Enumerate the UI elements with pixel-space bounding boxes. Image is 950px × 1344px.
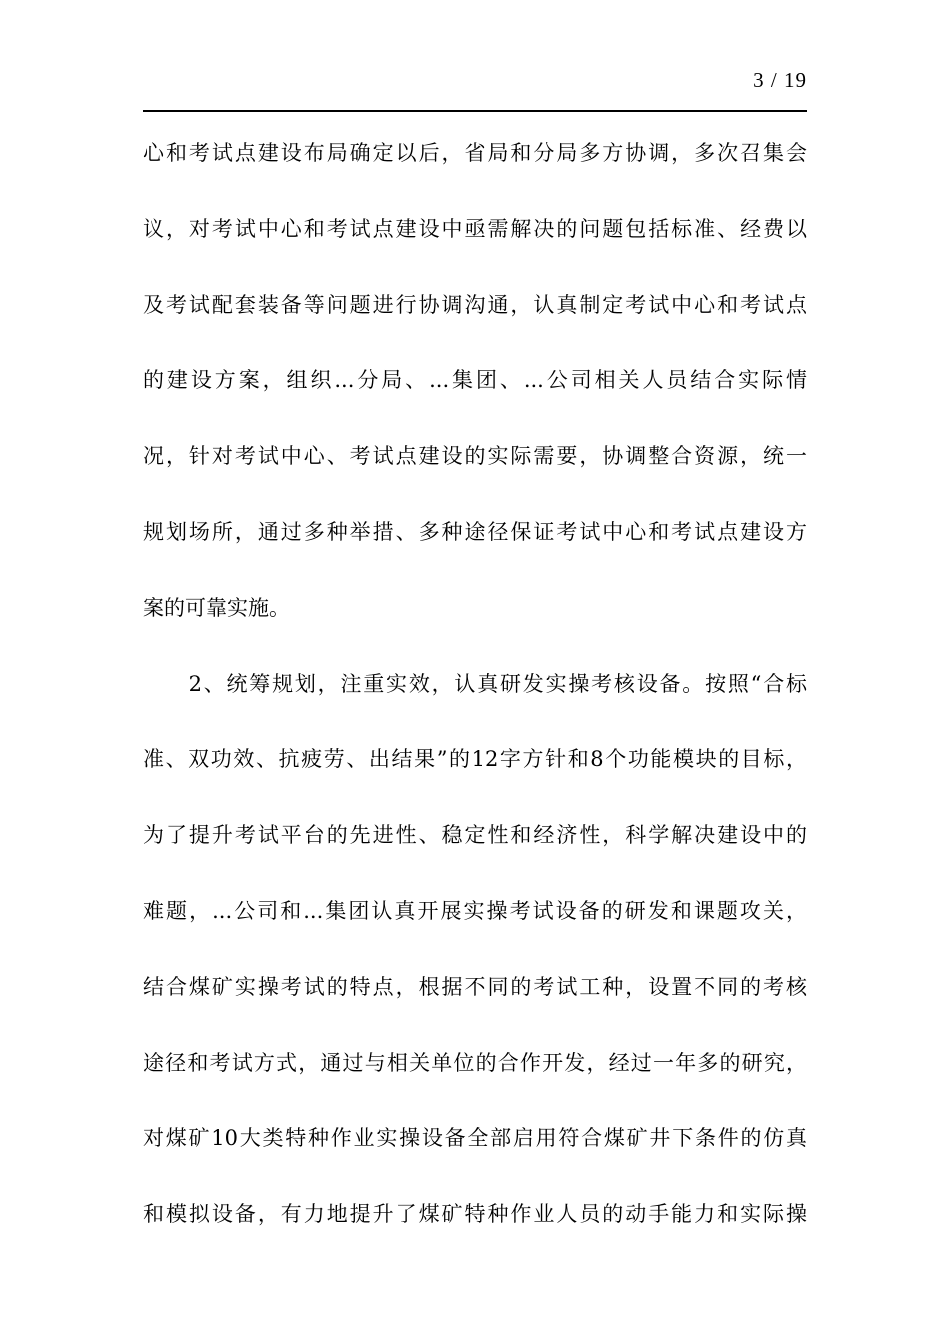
text-line: 规划场所，通过多种举措、多种途径保证考试中心和考试点建设方 (143, 519, 807, 544)
text-line: 和模拟设备，有力地提升了煤矿特种作业人员的动手能力和实际操 (143, 1202, 807, 1227)
text-line: 准、双功效、抗疲劳、出结果”的12字方针和8个功能模块的目标， (143, 747, 807, 772)
text-line: 及考试配套装备等问题进行协调沟通，认真制定考试中心和考试点 (143, 292, 807, 317)
text-line: 难题，...公司和...集团认真开展实操考试设备的研发和课题攻关， (143, 898, 807, 923)
document-body (143, 134, 807, 1271)
text-line: 议，对考试中心和考试点建设中亟需解决的问题包括标准、经费以 (143, 216, 807, 241)
text-line: 结合煤矿实操考试的特点，根据不同的考试工种，设置不同的考核 (143, 974, 807, 999)
header-divider (143, 110, 807, 112)
text-line: 2、统筹规划，注重实效，认真研发实操考核设备。按照“合标 (143, 671, 807, 696)
text-line: 心和考试点建设布局确定以后，省局和分局多方协调，多次召集会 (143, 141, 807, 165)
page-number: 3 / 19 (753, 68, 807, 92)
text-line: 为了提升考试平台的先进性、稳定性和经济性，科学解决建设中的 (143, 823, 807, 848)
text-line: 案的可靠实施。 (143, 595, 290, 620)
text-line: 途径和考试方式，通过与相关单位的合作开发，经过一年多的研究， (143, 1050, 807, 1075)
text-line: 对煤矿10大类特种作业实操设备全部启用符合煤矿井下条件的仿真 (143, 1126, 807, 1151)
text-line: 的建设方案，组织...分局、...集团、...公司相关人员结合实际情 (143, 368, 807, 393)
text-line: 况，针对考试中心、考试点建设的实际需要，协调整合资源，统一 (143, 444, 807, 469)
